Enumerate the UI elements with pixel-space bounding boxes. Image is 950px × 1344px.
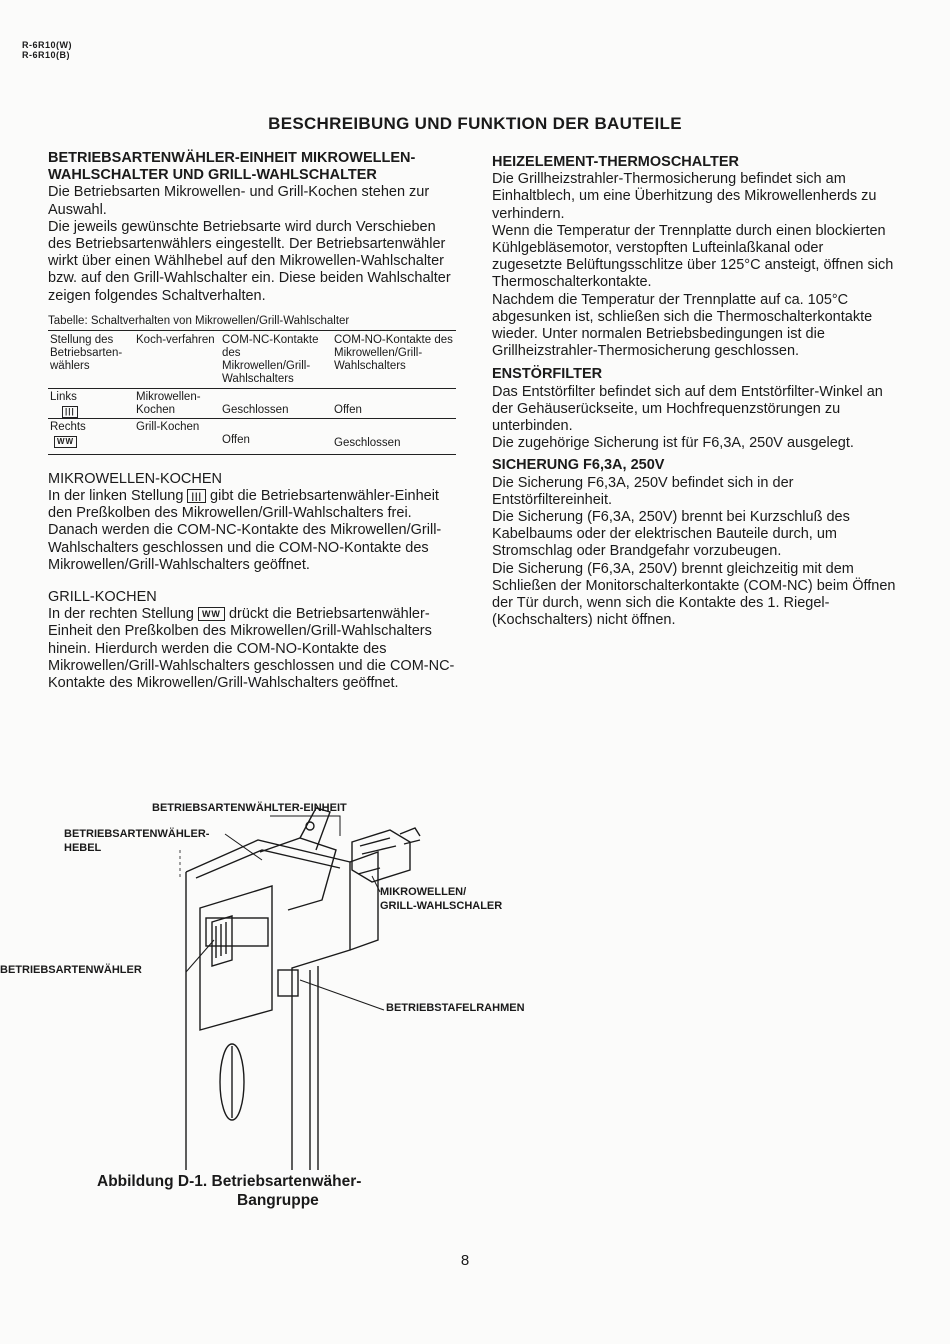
switching-table-grid xyxy=(48,331,456,455)
table-cell-method: Grill-Kochen xyxy=(134,418,220,454)
left-column xyxy=(48,150,456,692)
lever-pivot xyxy=(306,822,314,830)
microwave-symbol-icon: ||| xyxy=(62,406,78,418)
paragraph-filter-location: Das Entstörfilter befindet sich auf dem Entstörfilter-Winkel an der Gehäuserückseite, um Hochfrequenzstörungen zu unterbinden. xyxy=(492,383,883,435)
pointer-unit xyxy=(270,816,340,836)
table-cell-position xyxy=(48,388,134,418)
pointer-frame xyxy=(300,980,384,1010)
section-heading-microwave: MIKROWELLEN-KOCHEN xyxy=(48,470,223,487)
table-header-nc: COM-NC-Kontakte des Mikrowellen/Grill-Wahlschalters xyxy=(222,333,319,385)
position-label: Rechts xyxy=(50,420,86,433)
paragraph-thermo-open: Wenn die Temperatur der Trennplatte durch einen blockierten Kühlgebläsemotor, verstopften Lufteinlaßkanal oder zugesetzte Belüftungsschlitze über 125°C ansteigt, öffnen sich Thermoschalterkontakte. xyxy=(492,222,894,291)
section-heading-fuse: SICHERUNG F6,3A, 250V xyxy=(492,457,665,474)
switching-table xyxy=(48,315,456,455)
figure-caption-line2: Bangruppe xyxy=(237,1192,319,1209)
table-caption: Tabelle: Schaltverhalten von Mikrowellen/Grill-Wahlschalter xyxy=(48,315,456,331)
model-number-white: R-6R10(W) xyxy=(22,40,73,50)
panel-frame-depth xyxy=(350,852,378,950)
table-cell-method: Mikrowellen-Kochen xyxy=(134,388,220,418)
paragraph-thermo-fuse: Die Grillheizstrahler-Thermosicherung befindet sich am Einhaltblech, um eine Überhitzung des Mikrowellenherds zu verhindern. xyxy=(492,171,877,222)
label-selector-lever-1: BETRIEBSARTENWÄHLER- xyxy=(64,828,210,840)
pointer-lever xyxy=(225,834,262,860)
label-selector-lever-2: HEBEL xyxy=(64,842,102,854)
label-switch-2: GRILL-WAHLSCHALER xyxy=(380,900,503,912)
grill-symbol-icon: WW xyxy=(198,607,225,621)
panel-inner-recess xyxy=(200,886,272,1030)
figure-d1 xyxy=(0,790,600,1210)
nc-value: Offen xyxy=(222,433,250,446)
no-value: Geschlossen xyxy=(334,436,401,449)
label-switch-1: MIKROWELLEN/ xyxy=(380,886,467,898)
label-selector: BETRIEBSARTENWÄHLER xyxy=(0,964,142,976)
paragraph-fuse-location: Die Sicherung F6,3A, 250V befindet sich in der Entstörfiltereinheit. xyxy=(492,474,794,508)
table-header-row xyxy=(48,331,456,389)
microwave-text-rest: gibt die Betriebsartenwähler-Einheit den Preßkolben des Mikrowellen/Grill-Wahlschalters frei. Danach werden die COM-NC-Kontakte des Mikrowellen/Grill-Wahlschalters geschlossen und die COM-NO-Kontakte des Mikrowellen/Grill-Wahlschalters geöffnet. xyxy=(48,488,442,573)
table-cell-position xyxy=(48,418,134,454)
paragraph-thermo-close: Nachdem die Temperatur der Trennplatte auf ca. 105°C abgesunken ist, schließen sich die Thermoschalterkontakte wieder. Unter normalen Betriebsbedingungen ist die Grillheizstrahler-Thermosicherung geschlossen. xyxy=(492,291,873,360)
section-heading-selector-unit: BETRIEBSARTENWÄHLER-EINHEIT MIKROWELLEN-WAHLSCHALTER UND GRILL-WAHLSCHALTER xyxy=(48,150,416,184)
microwave-text-start: In der linken Stellung xyxy=(48,488,184,505)
paragraph-selector-function: Die jeweils gewünschte Betriebsarte wird durch Verschieben des Betriebsartenwählers eingestellt. Der Betriebsartenwähler wirkt über einen Wählhebel auf den Mikrowellen-Wahlschalter bzw. auf den Grill-Wahlschalter ein. Diese beiden Wahlschalter zeigen folgendes Schaltverhalten. xyxy=(48,218,451,304)
paragraph-filter-fuse: Die zugehörige Sicherung ist für F6,3A, 250V ausgelegt. xyxy=(492,435,854,452)
switch-body xyxy=(352,830,410,882)
section-heading-thermoswitch: HEIZELEMENT-THERMOSCHALTER xyxy=(492,154,740,170)
page-number: 8 xyxy=(460,1252,470,1269)
model-number-black: R-6R10(B) xyxy=(22,50,71,60)
paragraph-modes: Die Betriebsarten Mikrowellen- und Grill-Kochen stehen zur Auswahl. xyxy=(48,184,430,218)
table-row-right xyxy=(48,418,456,454)
grill-text-rest: drückt die Betriebsartenwähler-Einheit den Preßkolben des Mikrowellen/Grill-Wahlschalters hinein. Hierdurch werden die COM-NO-Kontakte des Mikrowellen/Grill-Wahlschalters geschlossen und die COM-NC-Kontakte des Mikrowellen/Grill-Wahlschalters geöffnet. xyxy=(48,606,455,692)
page-title: BESCHREIBUNG UND FUNKTION DER BAUTEILE xyxy=(268,114,682,133)
grill-symbol-icon: WW xyxy=(54,436,77,448)
nc-value: Geschlossen xyxy=(222,403,289,416)
paragraph-fuse-short: Die Sicherung (F6,3A, 250V) brennt bei Kurzschluß des Kabelbaums oder der elektrischen Bauteile durch, um Stromschlag oder Brandgefahr vorzubeugen. xyxy=(492,509,850,560)
table-header-no: COM-NO-Kontakte des Mikrowellen/Grill-Wahlschalters xyxy=(334,333,453,372)
paragraph-microwave xyxy=(48,488,456,574)
table-cell-nc xyxy=(220,418,332,454)
label-panel-frame: BETRIEBSTAFELRAHMEN xyxy=(386,1002,525,1014)
bracket-leg xyxy=(310,966,318,1170)
figure-caption-line1: Abbildung D-1. Betriebsartenwäher- xyxy=(97,1173,362,1190)
table-cell-no xyxy=(332,388,456,418)
table-cell-nc xyxy=(220,388,332,418)
table-header-position: Stellung des Betriebsarten-wählers xyxy=(50,333,123,372)
paragraph-grill xyxy=(48,606,456,692)
label-selector-unit: BETRIEBSARTENWÄHLTER-EINHEIT xyxy=(152,802,347,814)
model-number xyxy=(22,40,72,60)
grill-text-start: In der rechten Stellung xyxy=(48,606,194,623)
pointer-switch xyxy=(372,876,380,892)
section-heading-grill: GRILL-KOCHEN xyxy=(48,589,157,606)
selector-knob xyxy=(212,916,232,966)
table-header-method: Koch-verfahren xyxy=(136,333,215,346)
position-label: Links xyxy=(50,390,77,403)
section-heading-noise-filter: ENSTÖRFILTER xyxy=(492,366,603,383)
no-value: Offen xyxy=(334,403,362,416)
microwave-symbol-icon: ||| xyxy=(187,489,206,503)
paragraph-fuse-monitor: Die Sicherung (F6,3A, 250V) brennt gleichzeitig mit dem Schließen der Monitorschalterkontakte (COM-NC) beim Öffnen der Tür durch, wenn sich die Kontakte des 1. Riegel-(Kochschalters) nicht öffnen. xyxy=(492,560,896,629)
selector-window xyxy=(278,970,298,996)
right-column xyxy=(492,154,897,629)
selector-grip xyxy=(216,922,226,958)
switch-detail xyxy=(358,838,396,874)
figure-caption xyxy=(97,1172,361,1210)
table-row-left xyxy=(48,388,456,418)
table-cell-no xyxy=(332,418,456,454)
